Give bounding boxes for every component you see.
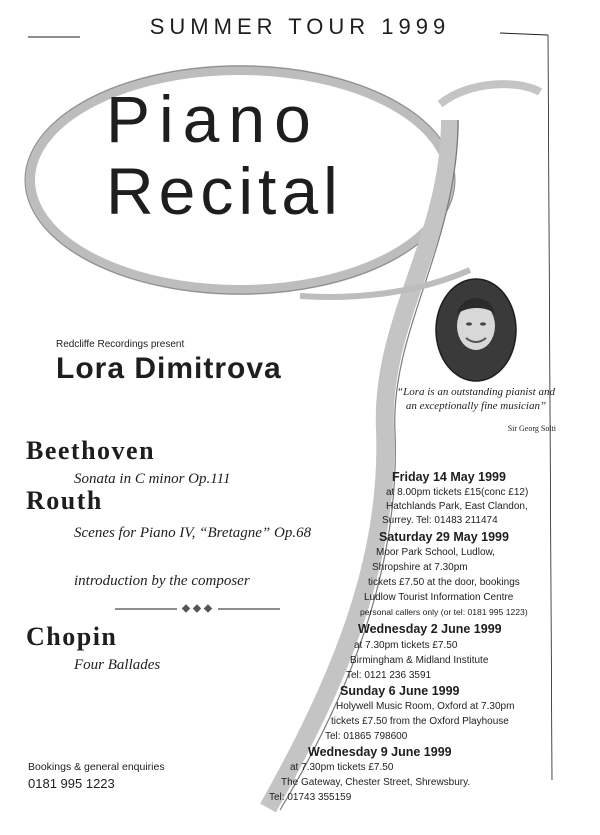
event-line: tickets £7.50 at the door, bookings [368, 577, 520, 588]
event-date: Saturday 29 May 1999 [379, 530, 509, 544]
event-line: Hatchlands Park, East Clandon, [386, 501, 528, 512]
composer-routh: Routh [26, 486, 103, 515]
bookings-label: Bookings & general enquiries [28, 761, 165, 773]
press-quote: “Lora is an outstanding pianist and an exceptionally fine musician” [396, 386, 555, 413]
event-line: The Gateway, Chester Street, Shrewsbury. [281, 777, 471, 788]
event-line: tickets £7.50 from the Oxford Playhouse [331, 716, 509, 727]
event-line: Tel: 01743 355159 [269, 792, 352, 803]
work-routh-scenes: Scenes for Piano IV, “Bretagne” Op.68 [74, 525, 312, 541]
work-chopin-ballades: Four Ballades [74, 657, 161, 673]
event-line: Birmingham & Midland Institute [350, 655, 489, 666]
event-line: at 8.00pm tickets £15(conc £12) [386, 487, 529, 498]
work-routh-introduction: introduction by the composer [74, 573, 250, 589]
event-line: Surrey. Tel: 01483 211474 [382, 515, 498, 526]
artist-portrait [435, 278, 517, 382]
event-date: Wednesday 9 June 1999 [308, 745, 452, 759]
event-line: Tel: 0121 236 3591 [346, 670, 432, 681]
press-quote-source: Sir Georg Solti [507, 424, 556, 433]
page-title-line-1: Piano [106, 82, 320, 156]
page-title-line-2: Recital [106, 154, 343, 228]
section-divider [115, 602, 280, 616]
event-date: Wednesday 2 June 1999 [358, 622, 502, 636]
event-line: at 7.30pm tickets £7.50 [354, 640, 458, 651]
composer-chopin: Chopin [26, 622, 118, 651]
event-line: at 7.30pm tickets £7.50 [290, 762, 394, 773]
bookings-phone: 0181 995 1223 [28, 776, 115, 791]
event-line: Shropshire at 7.30pm [372, 562, 468, 573]
tour-header: SUMMER TOUR 1999 [149, 14, 451, 39]
event-line: Holywell Music Room, Oxford at 7.30pm [336, 701, 515, 712]
event-date: Friday 14 May 1999 [392, 470, 506, 484]
event-line: Moor Park School, Ludlow, [376, 547, 495, 558]
work-beethoven-sonata: Sonata in C minor Op.111 [74, 471, 231, 487]
event-line: Ludlow Tourist Information Centre [364, 592, 514, 603]
composer-beethoven: Beethoven [26, 436, 156, 465]
event-line: Tel: 01865 798600 [325, 731, 408, 742]
event-date: Sunday 6 June 1999 [340, 684, 460, 698]
presenter-text: Redcliffe Recordings present [56, 339, 185, 350]
event-line: personal callers only (or tel: 0181 995 1223) [360, 607, 528, 617]
artist-name: Lora Dimitrova [56, 352, 282, 385]
